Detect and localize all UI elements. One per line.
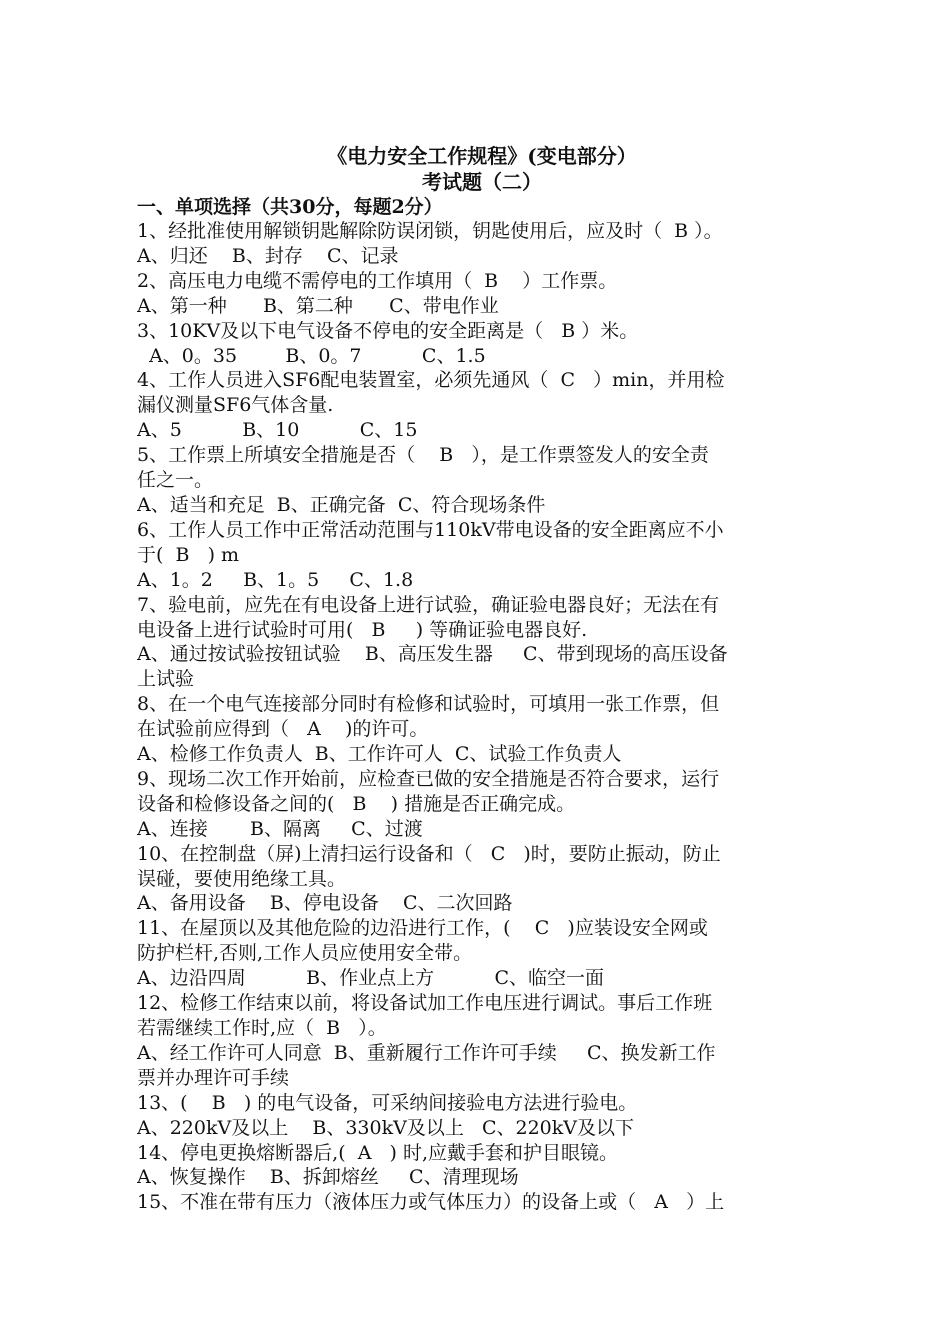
question-text-line: 12、检修工作结束以前，将设备试加工作电压进行调试。事后工作班 [137,992,713,1015]
answer-options-line: 票并办理许可手续 [137,1066,290,1089]
question-text-line: 于( B ) m [137,543,240,566]
answer-options-line: A、备用设备 B、停电设备 C、二次回路 [137,892,513,915]
question-text-line: 7、验电前，应先在有电设备上进行试验，确证验电器良好；无法在有 [137,593,720,616]
question-text-line: 设备和检修设备之间的( B ) 措施是否正确完成。 [137,792,576,815]
answer-options-line: A、适当和充足 B、正确完备 C、符合现场条件 [137,493,546,516]
question-text-line: 15、不准在带有压力（液体压力或气体压力）的设备上或（ A ）上 [137,1191,725,1214]
question-text-line: 10、在控制盘（屏)上清扫运行设备和（ C )时，要防止振动，防止 [137,842,721,865]
answer-options-line: A、5 B、10 C、15 [137,419,418,442]
question-text-line: 11、在屋顶以及其他危险的边沿进行工作，( C )应装设安全网或 [137,917,708,940]
document-body [137,143,827,1215]
answer-options-line: A、检修工作负责人 B、工作许可人 C、试验工作负责人 [137,743,622,766]
answer-options-line: A、连接 B、隔离 C、过渡 [137,817,423,840]
answer-options-line: A、通过按试验按钮试验 B、高压发生器 C、带到现场的高压设备 [137,643,728,666]
answer-options-line: A、0。35 B、0。7 C、1.5 [137,344,486,367]
question-text-line: 漏仪测量SF6气体含量. [137,394,334,417]
question-text-line: 9、现场二次工作开始前，应检查已做的安全措施是否符合要求，运行 [137,767,720,790]
document-subtitle: 考试题（二） [422,170,542,194]
question-text-line: 任之一。 [137,469,214,492]
question-list [137,219,827,1215]
question-text-line: 若需继续工作时,应（ B ）。 [137,1017,387,1039]
question-text-line: 5、工作票上所填安全措施是否（ B ），是工作票签发人的安全责 [137,444,709,467]
document-title: 《电力安全工作规程》(变电部分） [327,144,637,168]
answer-options-line: A、边沿四周 B、作业点上方 C、临空一面 [137,967,605,990]
question-text-line: 2、高压电力电缆不需停电的工作填用（ B ）工作票。 [137,269,618,292]
section-heading: 一、单项选择（共30分，每题2分） [137,196,443,218]
question-text-line: 在试验前应得到（ A )的许可。 [137,718,429,741]
question-text-line: 1、经批准使用解锁钥匙解除防误闭锁，钥匙使用后，应及时（ B ）。 [137,220,723,242]
question-text-line: 误碰，要使用绝缘工具。 [137,867,347,890]
question-text-line: 电设备上进行试验时可用( B ) 等确证验电器良好. [137,618,588,641]
answer-options-line: A、第一种 B、第二种 C、带电作业 [137,294,499,317]
question-text-line: 3、10KV及以下电气设备不停电的安全距离是（ B ）米。 [137,319,639,342]
answer-options-line: A、220kV及以上 B、330kV及以上 C、220kV及以下 [137,1116,634,1139]
answer-options-line: A、1。2 B、1。5 C、1.8 [137,568,414,591]
answer-options-line: A、归还 B、封存 C、记录 [137,244,399,267]
question-text-line: 4、工作人员进入SF6配电装置室，必须先通风（ C ）min，并用检 [137,369,725,392]
answer-options-line: 上试验 [137,668,195,691]
answer-options-line: A、恢复操作 B、拆卸熔丝 C、清理现场 [137,1166,519,1189]
question-text-line: 8、在一个电气连接部分同时有检修和试验时，可填用一张工作票，但 [137,693,720,716]
answer-options-line: A、经工作许可人同意 B、重新履行工作许可手续 C、换发新工作 [137,1041,716,1064]
question-text-line: 防护栏杆,否则,工作人员应使用安全带。 [137,942,473,965]
question-text-line: 14、停电更换熔断器后,( A ) 时,应戴手套和护目眼镜。 [137,1141,619,1164]
question-text-line: 6、工作人员工作中正常活动范围与110kV带电设备的安全距离应不小 [137,518,724,541]
question-text-line: 13、( B ) 的电气设备，可采纳间接验电方法进行验电。 [137,1091,638,1114]
